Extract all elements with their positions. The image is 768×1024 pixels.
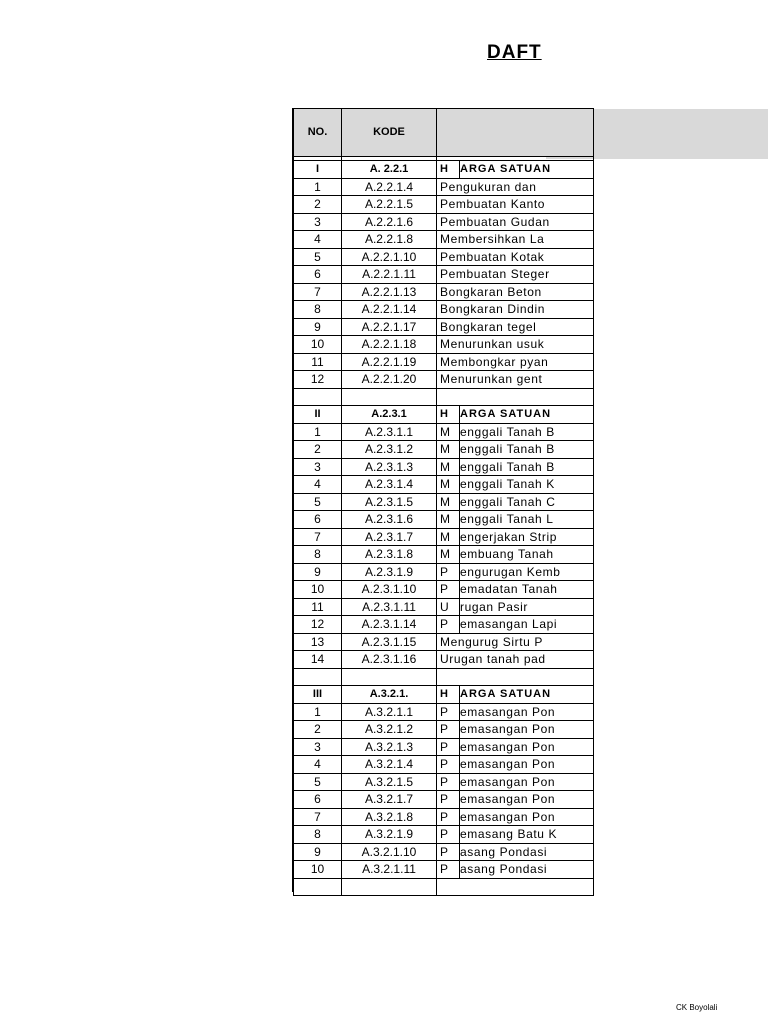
row-code: A.2.2.1.17 — [342, 318, 437, 336]
row-number: 13 — [294, 633, 342, 651]
table-row — [294, 336, 594, 354]
row-number: 4 — [294, 476, 342, 494]
table-row — [294, 651, 594, 669]
row-code: A.2.2.1.8 — [342, 231, 437, 249]
row-description-start: M — [437, 458, 460, 476]
table-row — [294, 528, 594, 546]
row-number: 7 — [294, 808, 342, 826]
row-description: Pembuatan Gudan — [437, 213, 594, 231]
row-number: 5 — [294, 773, 342, 791]
section-title: ARGA SATUAN — [460, 406, 594, 424]
table-row — [294, 353, 594, 371]
row-number: 6 — [294, 266, 342, 284]
row-number: 3 — [294, 458, 342, 476]
table-row — [294, 546, 594, 564]
row-code: A.2.3.1.3 — [342, 458, 437, 476]
row-code: A.3.2.1.9 — [342, 826, 437, 844]
blank-row — [294, 668, 594, 686]
row-code: A.2.2.1.18 — [342, 336, 437, 354]
table-row — [294, 703, 594, 721]
row-description-start: P — [437, 721, 460, 739]
row-number: 12 — [294, 371, 342, 389]
table-row — [294, 616, 594, 634]
section-code: A.3.2.1. — [342, 686, 437, 704]
row-description-start: M — [437, 528, 460, 546]
row-description-start: M — [437, 476, 460, 494]
row-description: emadatan Tanah — [460, 581, 594, 599]
row-description-start: P — [437, 826, 460, 844]
row-number: 9 — [294, 563, 342, 581]
row-number: 10 — [294, 861, 342, 879]
section-row — [294, 406, 594, 424]
table-row — [294, 231, 594, 249]
row-description-start: U — [437, 598, 460, 616]
row-description-start: M — [437, 511, 460, 529]
row-number: 14 — [294, 651, 342, 669]
row-description-start: P — [437, 791, 460, 809]
row-description-start: P — [437, 861, 460, 879]
row-description: Pengukuran dan — [437, 178, 594, 196]
row-code: A.2.3.1.16 — [342, 651, 437, 669]
row-number: 2 — [294, 721, 342, 739]
row-code: A.2.3.1.2 — [342, 441, 437, 459]
table — [293, 108, 594, 896]
table-row — [294, 791, 594, 809]
row-description: emasangan Pon — [460, 791, 594, 809]
row-description-start: P — [437, 808, 460, 826]
row-description: Menurunkan gent — [437, 371, 594, 389]
table-row — [294, 196, 594, 214]
row-description-start: M — [437, 546, 460, 564]
table-row — [294, 721, 594, 739]
section-number: I — [294, 161, 342, 179]
row-description-start: P — [437, 773, 460, 791]
row-number: 4 — [294, 231, 342, 249]
row-number: 2 — [294, 196, 342, 214]
table-row — [294, 301, 594, 319]
row-code: A.2.3.1.7 — [342, 528, 437, 546]
row-description: Pembuatan Kotak — [437, 248, 594, 266]
blank-row — [294, 878, 594, 896]
row-code: A.2.3.1.14 — [342, 616, 437, 634]
row-description: Pembuatan Kanto — [437, 196, 594, 214]
section-row — [294, 686, 594, 704]
table-row — [294, 476, 594, 494]
row-code: A.3.2.1.1 — [342, 703, 437, 721]
table-row — [294, 773, 594, 791]
row-code: A.2.2.1.20 — [342, 371, 437, 389]
table-row — [294, 213, 594, 231]
row-number: 8 — [294, 301, 342, 319]
row-description: Bongkaran Dindin — [437, 301, 594, 319]
row-code: A.2.3.1.8 — [342, 546, 437, 564]
row-description: emasangan Pon — [460, 773, 594, 791]
table-row — [294, 581, 594, 599]
section-title: ARGA SATUAN — [460, 686, 594, 704]
row-code: A.2.3.1.10 — [342, 581, 437, 599]
table-row — [294, 633, 594, 651]
header-no: NO. — [294, 109, 342, 157]
table-row — [294, 423, 594, 441]
table-row — [294, 441, 594, 459]
row-description-start: P — [437, 616, 460, 634]
table-row — [294, 511, 594, 529]
section-title-start: H — [437, 686, 460, 704]
row-number: 10 — [294, 336, 342, 354]
blank-row — [294, 388, 594, 406]
row-number: 2 — [294, 441, 342, 459]
section-title-start: H — [437, 406, 460, 424]
row-description: Membongkar pyan — [437, 353, 594, 371]
row-number: 6 — [294, 511, 342, 529]
row-description: enggali Tanah L — [460, 511, 594, 529]
row-code: A.2.3.1.1 — [342, 423, 437, 441]
row-code: A.3.2.1.10 — [342, 843, 437, 861]
row-code: A.2.2.1.5 — [342, 196, 437, 214]
row-code: A.2.3.1.11 — [342, 598, 437, 616]
table-row — [294, 371, 594, 389]
price-list-table — [292, 108, 561, 892]
row-code: A.3.2.1.2 — [342, 721, 437, 739]
row-code: A.3.2.1.11 — [342, 861, 437, 879]
row-code: A.3.2.1.5 — [342, 773, 437, 791]
row-description: emasang Batu K — [460, 826, 594, 844]
row-number: 6 — [294, 791, 342, 809]
header-description — [437, 109, 594, 157]
row-number: 3 — [294, 738, 342, 756]
table-row — [294, 861, 594, 879]
row-number: 4 — [294, 756, 342, 774]
row-code: A.2.2.1.10 — [342, 248, 437, 266]
row-description: enggali Tanah B — [460, 423, 594, 441]
row-number: 5 — [294, 248, 342, 266]
row-description-start: P — [437, 581, 460, 599]
row-code: A.2.2.1.11 — [342, 266, 437, 284]
row-number: 5 — [294, 493, 342, 511]
row-number: 8 — [294, 826, 342, 844]
row-description-start: P — [437, 703, 460, 721]
row-description-start: P — [437, 756, 460, 774]
row-description-start: P — [437, 738, 460, 756]
row-description: asang Pondasi — [460, 843, 594, 861]
row-description: Menurunkan usuk — [437, 336, 594, 354]
row-code: A.2.3.1.5 — [342, 493, 437, 511]
row-description: engurugan Kemb — [460, 563, 594, 581]
table-row — [294, 248, 594, 266]
row-number: 9 — [294, 843, 342, 861]
row-description-start: P — [437, 563, 460, 581]
row-description-start: M — [437, 423, 460, 441]
table-row — [294, 563, 594, 581]
row-description: emasangan Pon — [460, 756, 594, 774]
section-code: A. 2.2.1 — [342, 161, 437, 179]
table-row — [294, 738, 594, 756]
table-row — [294, 756, 594, 774]
header-kode: KODE — [342, 109, 437, 157]
row-number: 11 — [294, 353, 342, 371]
row-description: emasangan Pon — [460, 738, 594, 756]
row-number: 8 — [294, 546, 342, 564]
table-header-row — [294, 109, 594, 157]
row-number: 11 — [294, 598, 342, 616]
row-number: 3 — [294, 213, 342, 231]
row-description: emasangan Pon — [460, 721, 594, 739]
row-code: A.3.2.1.4 — [342, 756, 437, 774]
row-description: enggali Tanah K — [460, 476, 594, 494]
table-row — [294, 493, 594, 511]
row-code: A.2.3.1.15 — [342, 633, 437, 651]
page-title: DAFT — [487, 42, 542, 63]
table-row — [294, 283, 594, 301]
row-number: 7 — [294, 283, 342, 301]
row-description: Urugan tanah pad — [437, 651, 594, 669]
table-row — [294, 826, 594, 844]
row-code: A.2.2.1.13 — [342, 283, 437, 301]
table-row — [294, 318, 594, 336]
row-code: A.2.3.1.9 — [342, 563, 437, 581]
row-description-start: M — [437, 493, 460, 511]
row-description: asang Pondasi — [460, 861, 594, 879]
row-number: 7 — [294, 528, 342, 546]
table-row — [294, 458, 594, 476]
row-description: enggali Tanah B — [460, 441, 594, 459]
row-description: embuang Tanah — [460, 546, 594, 564]
row-description: Membersihkan La — [437, 231, 594, 249]
footer-text: CK Boyolali — [676, 1003, 718, 1012]
section-code: A.2.3.1 — [342, 406, 437, 424]
row-description: enggali Tanah C — [460, 493, 594, 511]
row-code: A.2.2.1.6 — [342, 213, 437, 231]
row-description-start: P — [437, 843, 460, 861]
table-row — [294, 843, 594, 861]
row-description: Mengurug Sirtu P — [437, 633, 594, 651]
row-description: rugan Pasir — [460, 598, 594, 616]
row-description: Bongkaran tegel — [437, 318, 594, 336]
row-description: emasangan Lapi — [460, 616, 594, 634]
row-description-start: M — [437, 441, 460, 459]
row-description: Pembuatan Steger — [437, 266, 594, 284]
row-description: emasangan Pon — [460, 808, 594, 826]
row-description: engerjakan Strip — [460, 528, 594, 546]
table-row — [294, 808, 594, 826]
row-code: A.3.2.1.3 — [342, 738, 437, 756]
row-number: 9 — [294, 318, 342, 336]
row-number: 1 — [294, 703, 342, 721]
row-code: A.2.2.1.14 — [342, 301, 437, 319]
table-row — [294, 266, 594, 284]
row-number: 12 — [294, 616, 342, 634]
section-number: III — [294, 686, 342, 704]
row-description: Bongkaran Beton — [437, 283, 594, 301]
row-code: A.2.2.1.4 — [342, 178, 437, 196]
row-description: enggali Tanah B — [460, 458, 594, 476]
row-number: 1 — [294, 178, 342, 196]
row-code: A.3.2.1.7 — [342, 791, 437, 809]
row-number: 10 — [294, 581, 342, 599]
section-title-start: H — [437, 161, 460, 179]
table-row — [294, 178, 594, 196]
row-code: A.2.3.1.4 — [342, 476, 437, 494]
row-description: emasangan Pon — [460, 703, 594, 721]
section-number: II — [294, 406, 342, 424]
row-code: A.3.2.1.8 — [342, 808, 437, 826]
row-code: A.2.3.1.6 — [342, 511, 437, 529]
row-number: 1 — [294, 423, 342, 441]
row-code: A.2.2.1.19 — [342, 353, 437, 371]
table-row — [294, 598, 594, 616]
section-title: ARGA SATUAN — [460, 161, 594, 179]
section-row — [294, 161, 594, 179]
